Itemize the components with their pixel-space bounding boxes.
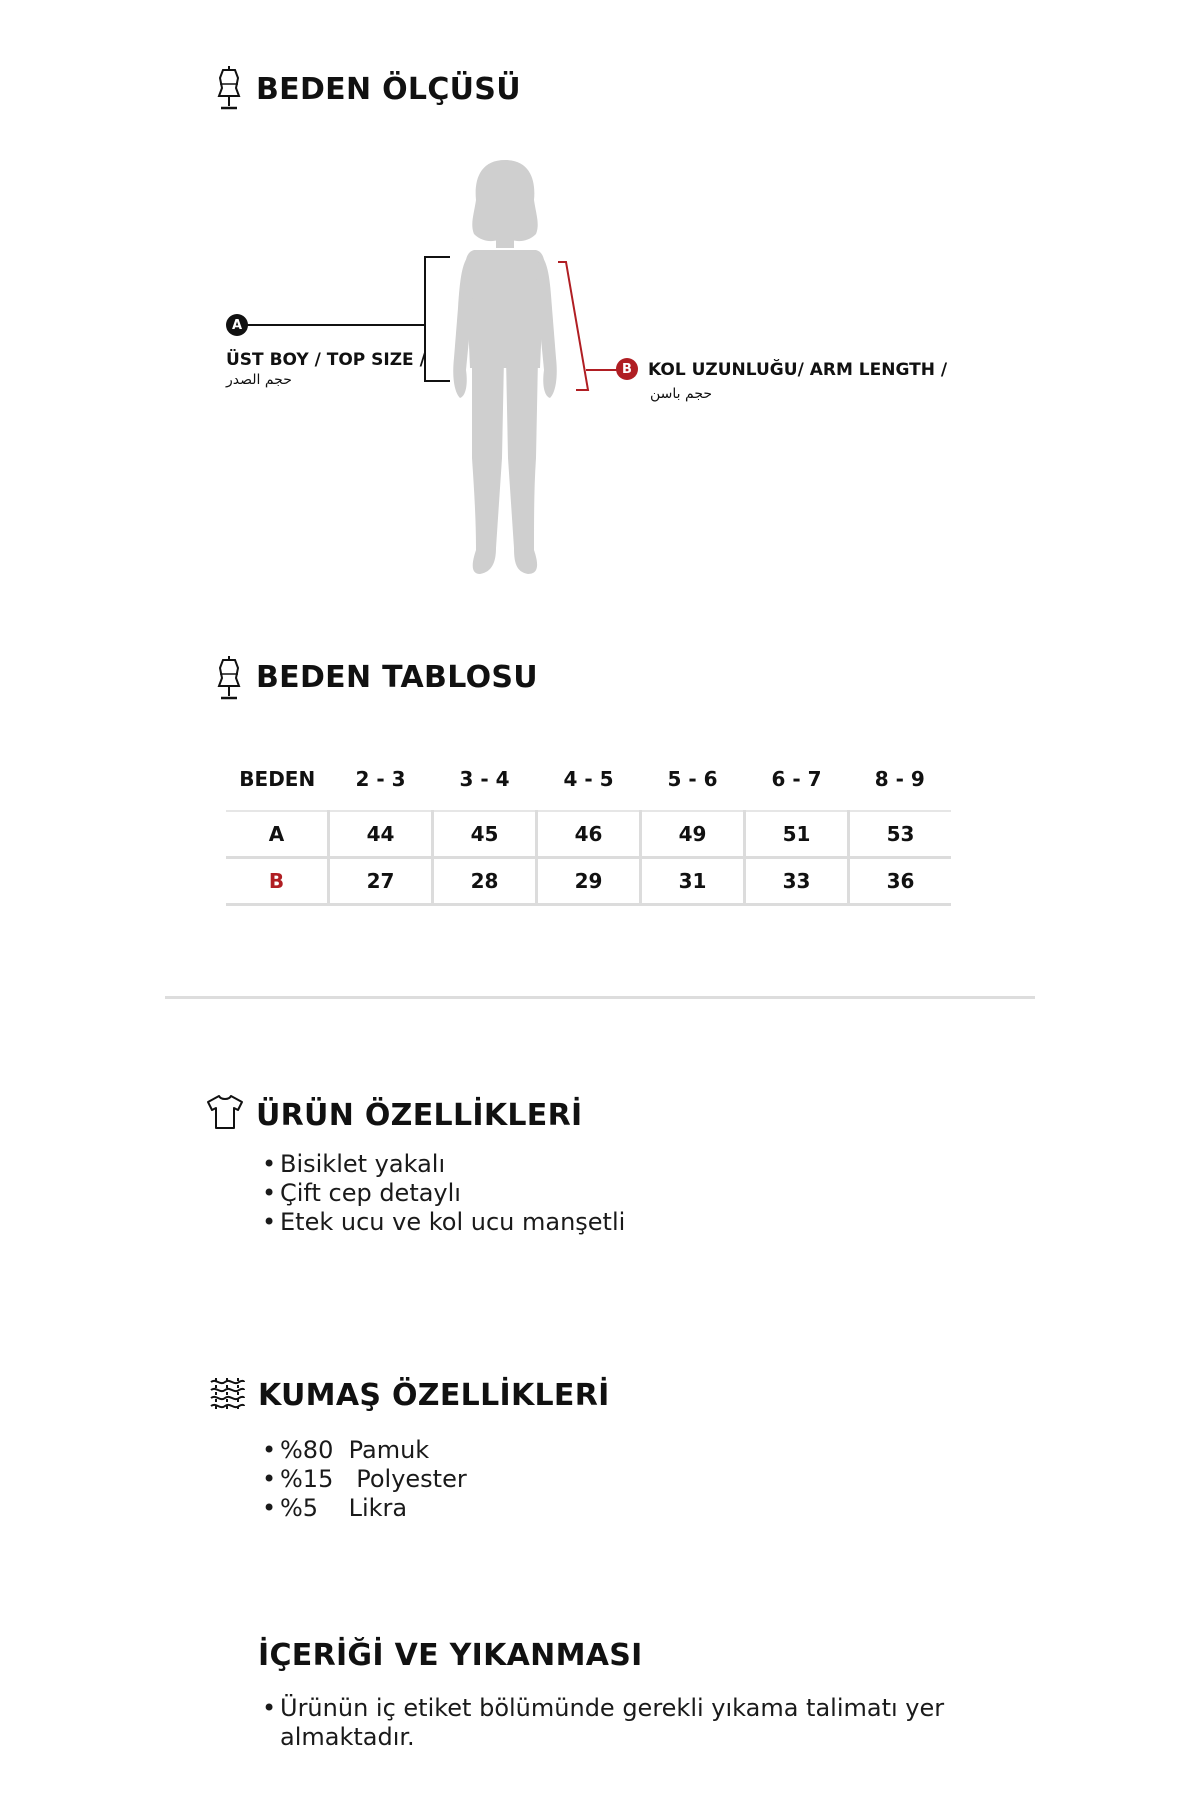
size-table-cell: 31	[641, 858, 745, 905]
size-table-header-cell: 6 - 7	[771, 767, 822, 791]
size-table-cell: 28	[433, 858, 537, 905]
list-item: • Etek ucu ve kol ucu manşetli	[262, 1208, 625, 1237]
size-table-header-cell: 8 - 9	[874, 767, 925, 791]
size-table-header-cell: 2 - 3	[355, 767, 406, 791]
measure-b-label-ar: حجم باسن	[650, 386, 713, 402]
list-item: • Bisiklet yakalı	[262, 1150, 625, 1179]
size-table-cell: 29	[537, 858, 641, 905]
list-item: • %15 Polyester	[262, 1465, 467, 1494]
size-table-row-label: B	[226, 858, 329, 905]
fabric-features-title: KUMAŞ ÖZELLİKLERİ	[258, 1378, 610, 1413]
size-table-cell: 27	[329, 858, 433, 905]
measure-a-bracket	[424, 256, 450, 382]
mannequin-icon	[214, 656, 244, 702]
size-table-cell: 51	[745, 811, 849, 858]
size-table-header-cell: 3 - 4	[459, 767, 510, 791]
size-table-header-label: BEDEN	[239, 767, 316, 791]
child-silhouette-figure	[440, 158, 570, 578]
fabric-icon	[208, 1376, 246, 1414]
measure-a-label: ÜST BOY / TOP SIZE /	[226, 350, 426, 370]
size-measure-title: BEDEN ÖLÇÜSÜ	[256, 72, 521, 107]
size-table-row-b	[226, 858, 951, 905]
measure-b-label: KOL UZUNLUĞU/ ARM LENGTH /	[648, 360, 948, 380]
measure-a-badge: A	[226, 314, 248, 336]
size-table-header-cell: 5 - 6	[667, 767, 718, 791]
fabric-features-list	[262, 1436, 467, 1523]
size-table	[226, 748, 951, 906]
list-item: • Çift cep detaylı	[262, 1179, 625, 1208]
size-table-cell: 45	[433, 811, 537, 858]
size-table-cell: 46	[537, 811, 641, 858]
measure-b-bracket	[556, 260, 596, 394]
size-table-cell: 49	[641, 811, 745, 858]
size-table-cell: 53	[849, 811, 952, 858]
size-table-header-row	[226, 748, 951, 811]
tshirt-icon	[206, 1094, 244, 1130]
measure-b-line	[586, 369, 618, 371]
size-table-header-cell: 4 - 5	[563, 767, 614, 791]
size-table-cell: 36	[849, 858, 952, 905]
product-features-title: ÜRÜN ÖZELLİKLERİ	[256, 1098, 583, 1133]
list-item: • %5 Likra	[262, 1494, 467, 1523]
section-divider	[165, 996, 1035, 999]
measure-b-badge: B	[616, 358, 638, 380]
list-item: • Ürünün iç etiket bölümünde gerekli yıkama talimatı yer almaktadır.	[262, 1694, 982, 1752]
content-washing-title: İÇERİĞİ VE YIKANMASI	[258, 1638, 643, 1673]
measure-a-label-ar: حجم الصدر	[226, 372, 292, 388]
size-table-cell: 44	[329, 811, 433, 858]
size-table-row-a	[226, 811, 951, 858]
measure-a-line	[246, 324, 424, 326]
size-table-cell: 33	[745, 858, 849, 905]
list-item: • %80 Pamuk	[262, 1436, 467, 1465]
washing-list	[262, 1694, 982, 1752]
mannequin-icon	[214, 66, 244, 112]
product-features-list	[262, 1150, 625, 1237]
size-table-row-label: A	[226, 811, 329, 858]
size-table-title: BEDEN TABLOSU	[256, 660, 538, 695]
